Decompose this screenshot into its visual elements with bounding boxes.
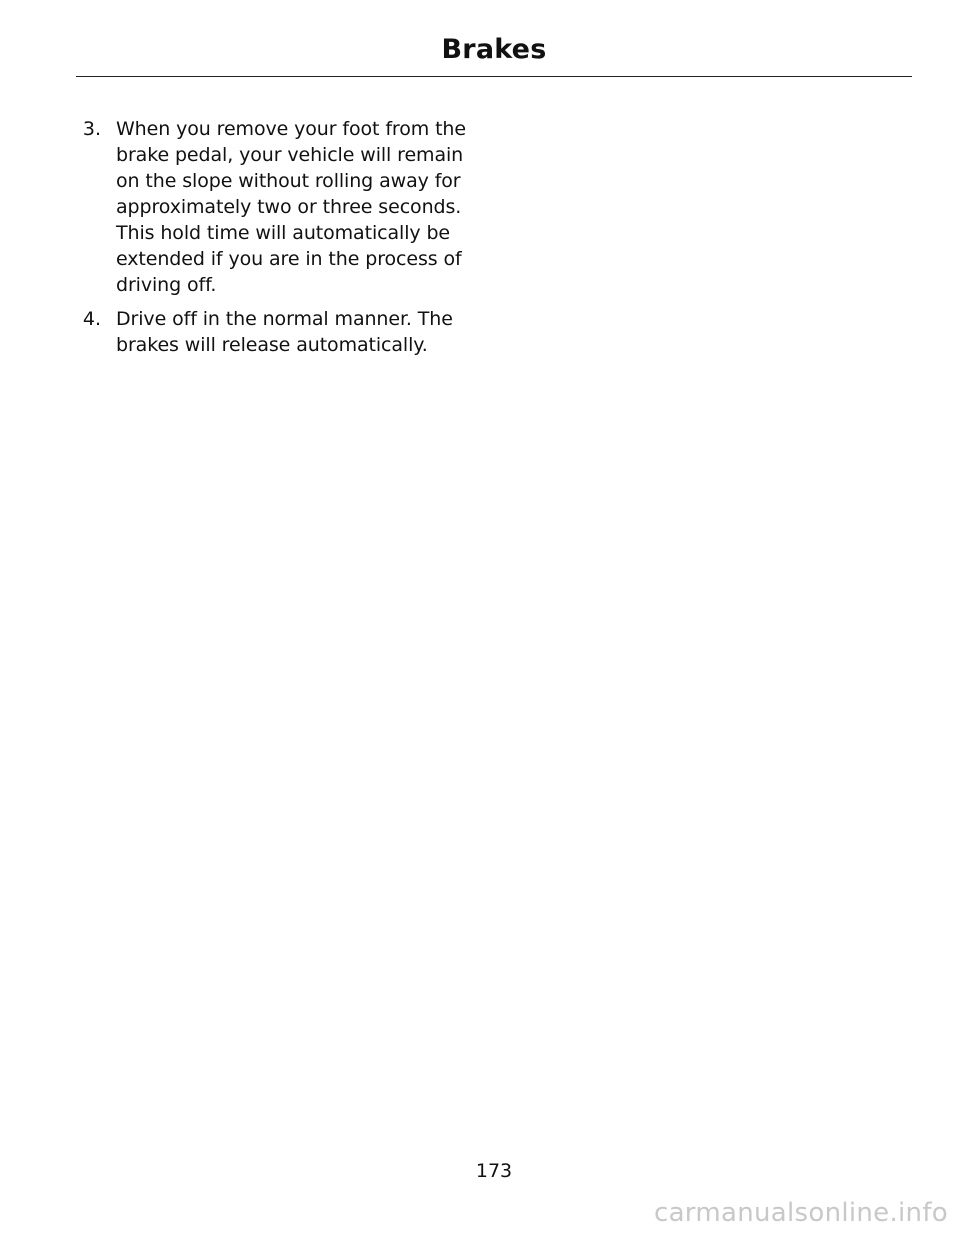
page-title: Brakes: [441, 34, 547, 65]
step-text-line: driving off.: [116, 274, 217, 296]
step-text-line: When you remove your foot from the: [116, 118, 466, 140]
step-text: [116, 306, 466, 358]
step-text-line: brake pedal, your vehicle will remain: [116, 144, 464, 166]
header-divider: [76, 76, 912, 77]
step-number: 4.: [82, 308, 101, 330]
step-text: [116, 116, 466, 298]
step-item: [60, 306, 480, 358]
instruction-steps: [60, 116, 480, 366]
step-text-line: extended if you are in the process of: [116, 248, 462, 270]
step-item: [60, 116, 480, 298]
step-text-line: brakes will release automatically.: [116, 334, 428, 356]
step-text-line: on the slope without rolling away for: [116, 170, 461, 192]
step-number: 3.: [82, 118, 101, 140]
step-text-line: approximately two or three seconds.: [116, 196, 462, 218]
step-text-line: This hold time will automatically be: [116, 222, 451, 244]
watermark: carmanualsonline.info: [653, 1198, 948, 1228]
step-text-line: Drive off in the normal manner. The: [116, 308, 453, 330]
page-number: 173: [475, 1160, 513, 1182]
